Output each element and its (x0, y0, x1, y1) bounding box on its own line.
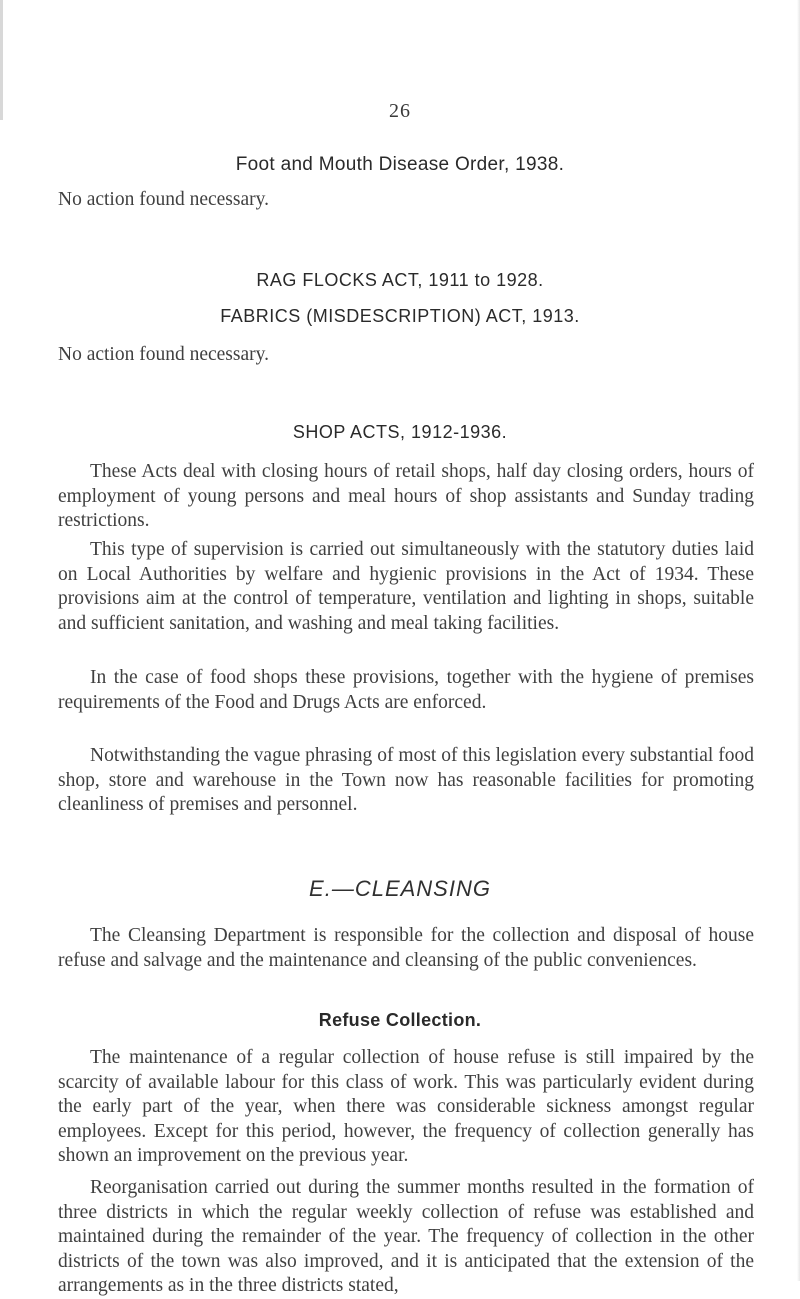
shop-acts-paragraph: These Acts deal with closing hours of retail shops, half day closing orders, hours of employment of young persons and meal hours of shop assistants and Sunday trading restrictions. (58, 461, 754, 531)
page-number: 26 (389, 100, 411, 122)
fabrics-heading: FABRICS (MISDESCRIPTION) ACT, 1913. (220, 306, 580, 326)
cleansing-intro: The Cleansing Department is responsible for the collection and disposal of house refuse and salvage and the maintenance and cleansing of the public conveniences. (58, 925, 754, 971)
shop-acts-paragraph: In the case of food shops these provisions, together with the hygiene of premises requirements of the Food and Drugs Acts are enforced. (58, 667, 754, 713)
rag-flocks-text: No action found necessary. (58, 344, 269, 365)
refuse-collection-heading: Refuse Collection. (318, 1010, 482, 1030)
foot-mouth-heading: Foot and Mouth Disease Order, 1938. (235, 154, 565, 175)
cleansing-heading: E.—CLEANSING (309, 876, 491, 901)
shop-acts-paragraph: Notwithstanding the vague phrasing of most of this legislation every substantial food shop, store and warehouse in the Town now has reasonable facilities for promoting cleanliness of premises and personnel. (58, 745, 754, 815)
shop-acts-paragraph: This type of supervision is carried out simultaneously with the statutory duties laid on Local Authorities by welfare and hygienic provisions in the Act of 1934. These provisions aim at the control of temperature, ventilation and lighting in shops, suitable and sufficient sanitation, and washing and meal taking facilities. (58, 539, 754, 634)
refuse-paragraph: Reorganisation carried out during the summer months resulted in the formation of three districts in which the regular weekly collection of refuse was established and maintained during the remainder of the year. The frequency of collection in the other districts of the town was also improved, and it is anticipated that the extension of the arrangements as in the three districts stated, (58, 1177, 754, 1296)
refuse-paragraph: The maintenance of a regular collection of house refuse is still impaired by the scarcity of available labour for this class of work. This was particularly evident during the early part of the year, when there was considerable sickness amongst regular employees. Except for this period, however, the frequency of collection generally has shown an improvement on the previous year. (58, 1047, 754, 1166)
rag-flocks-heading: RAG FLOCKS ACT, 1911 to 1928. (256, 270, 544, 290)
foot-mouth-text: No action found necessary. (58, 189, 269, 210)
shop-acts-heading: SHOP ACTS, 1912-1936. (292, 422, 508, 442)
